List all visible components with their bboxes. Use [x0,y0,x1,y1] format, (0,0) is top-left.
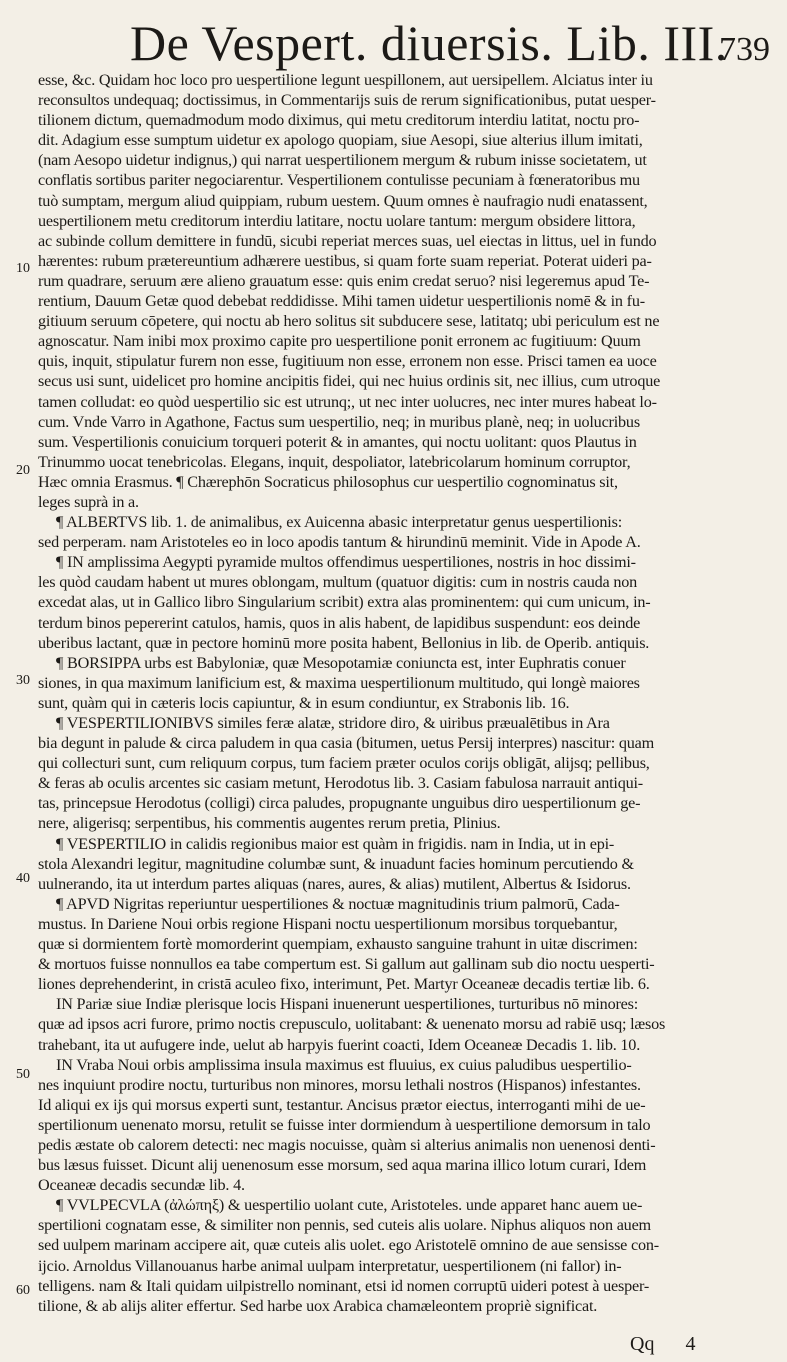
text-line: leges suprà in a. [38,492,139,511]
text-line: mustus. In Dariene Noui orbis regione Hispani noctu uespertilionum morsibus torquebantur, [38,914,618,933]
text-line: stola Alexandri legitur, magnitudine columbæ sunt, & inuadunt facies hominum percutiendo & [38,854,634,873]
text-line: rum quadrare, seruum ære alieno grauatum esse: quis enim credat seruo? nisi legeremus apud Te- [38,271,650,290]
text-line: tilionem dictum, quemadmodum modo diximus, qui metu creditorum interdiu latitat, noctu pro- [38,111,640,130]
paragraph-start-in-vraba: IN Vraba Noui orbis amplissima insula maximus est fluuius, ex cuius paludibus uespertilio- [56,1055,632,1074]
text-line: (nam Aesopo uidetur indignus,) qui narrat uespertilionem mergum & rubum inisse societatem, ut [38,151,647,170]
text-line: sunt, quàm qui in cæteris locis capiuntur, & in esum condiuntur, ex Strabonis lib. 16. [38,693,570,712]
text-line: secus usi sunt, uidelicet pro homine ancipitis fidei, qui nec huius ordinis sit, nec illius, cum utroque [38,372,661,391]
text-line: Hæc omnia Erasmus. ¶ Chærephōn Socraticus philosophus cur uespertilio cognominatus sit, [38,472,618,491]
text-line: quæ ad ipsos acri furore, primo noctis crepusculo, uolitabant: & uenenato morsu ad rabiē usq; læsos [38,1015,666,1034]
margin-line-number: 10 [16,261,30,276]
text-line: tamen colludat: eo quòd uespertilio sic est utrunq;, ut nec inter uolucres, nec inter mures habeat lo- [38,392,657,411]
text-line: trahebant, ita ut aufugere inde, uelut ab harpyis fuerint coacti, Idem Oceaneæ Decadis 1. lib. 10. [38,1035,641,1054]
margin-line-number: 60 [16,1283,30,1298]
text-line: esse, &c. Quidam hoc loco pro uespertilione legunt uespillonem, aut uersipellem. Alciatus inter iu [38,71,653,89]
running-title: De Vespert. diuersis. Lib. III. [130,15,728,71]
text-line: gitiuum seruum cōpetere, qui noctu ab hero solitus sit subducere sese, latitatq; ubi periculum est ne [38,312,660,331]
paragraph-start-apud-nigritas: ¶ APVD Nigritas reperiuntur uespertiliones & noctuæ magnitudinis trium palmorū, Cada- [56,894,620,913]
text-line: uespertilionem metu creditorum interdiu latitare, noctu uolare tantum: mergum obsidere littora, [38,211,636,230]
text-line: spertilionum uenenato morsu, retulit se fuisse inter dormiendum à uespertilione demorsum in talo [38,1115,651,1134]
paragraph-start-in-pariae: IN Pariæ siue Indiæ plerisque locis Hispani inuenerunt uespertiliones, turturibus nō minores: [56,995,639,1014]
text-line: quis, inquit, stipulatur furem non esse, fugitiuum non esse, erronem non esse. Prisci tamen ea uoce [38,352,657,371]
text-line: bia degunt in palude & circa paludem in qua casia (bitumen, uetus Persij interpres) nascitur: quam [38,734,655,753]
page-footer [630,1330,780,1358]
margin-line-number: 50 [16,1067,30,1082]
paragraph-start-vulpecula: ¶ VVLPECVLA (ἀλώπηξ) & uespertilio uolant cute, Aristoteles. unde apparet hanc auem ue- [56,1196,643,1215]
text-line: spertilioni cognatam esse, & similiter non pennis, sed cuteis alis uolare. Niphus aliquos non auem [38,1216,651,1235]
text-line: ac subinde collum demittere in fundū, sicubi reperiat merces suas, uel eiectas in littus, uel in fundo [38,231,657,250]
text-line: Id aliqui ex ijs qui morsus experti sunt, testantur. Ancisus prætor eiectus, interroganti mihi de ue- [38,1095,646,1114]
page-header [130,12,770,74]
text-line: agnoscatur. Nam inibi mox proximo capite pro uespertilione ponit erronem ac fugitiuum: Quum [38,332,641,351]
text-line: rentium, Dauum Getæ quod debebat reddidisse. Mihi tamen uidetur uespertilionis nomē & in fu- [38,292,645,311]
paragraph-start-borsippa: ¶ BORSIPPA urbs est Babyloniæ, quæ Mesopotamiæ coniuncta est, inter Euphratis conuer [56,653,626,672]
text-line: & feras ab oculis arcentes sic casiam metunt, Herodotus lib. 3. Casiam fabulosa narrauit antiqui- [38,774,643,793]
text-line: sum. Vespertilionis conuicium torqueri poterit & in amantes, qui noctu uolitant: quos Plautus in [38,432,637,451]
text-line: sed uulpem marinam accipere ait, quæ cuteis alis uolet. ego Aristotelē omnino de aue sensisse con- [38,1236,659,1255]
text-line: excedat alas, ut in Gallico libro Singularium scribit) extra alas prominentem: qui cum unicum, in- [38,593,651,612]
text-line: tilione, & ab alijs aliter effertur. Sed harbe uox Arabica chamæleontem propriè significat. [38,1296,598,1315]
text-line: cum. Vnde Varro in Agathone, Factus sum uespertilio, neq; in muribus planè, neq; in uolucribus [38,412,640,431]
text-line: telligens. nam & Itali quidam uilpistrello nominant, etsi id nomen corruptū uideri potest à uesper- [38,1276,650,1295]
text-line: tuò sumptam, mergum aliud quippiam, rubum uestem. Quum omnes è naufragio nudi enatassent, [38,191,648,210]
text-line: sed perperam. nam Aristoteles eo in loco apodis tantum & hirundinū meminit. Vide in Apode A. [38,533,641,552]
text-line: bus læsus fuisset. Dicunt alij uenenosum esse morsum, sed aqua marina illico lotum curari, Idem [38,1156,647,1175]
paragraph-start-vespertilio: ¶ VESPERTILIO in calidis regionibus maior est quàm in frigidis. nam in India, ut in epi- [56,834,615,853]
text-line: nere, aligerisq; serpentibus, his commentis augentes rerum pretia, Plinius. [38,814,501,833]
text-line: siones, in qua maximum lanificium est, & maxima uespertilionum multitudo, qui longè maiores [38,673,640,692]
paragraph-start-vespertilionibus: ¶ VESPERTILIONIBVS similes feræ alatæ, stridore diro, & uiribus præualētibus in Ara [56,714,610,732]
margin-line-number: 40 [16,871,30,886]
text-line: les quòd caudam habent ut mures oblongam, multum (quatuor digitis: cum in nostris cauda non [38,573,638,592]
text-line: terdum binos pepererint catulos, hamis, quos in alis habent, de lapidibus suspendunt: eos deinde [38,613,641,632]
text-line: quæ si dormientem fortè momorderint quempiam, exhausto sanguine trahunt in uitæ discrimen: [38,935,638,954]
paragraph-start-pyramid: ¶ IN amplissima Aegypti pyramide multos offendimus uespertiliones, nostris in hoc dissimi- [56,553,636,572]
text-line: liones deprehenderint, in cristā aculeo fixo, interimunt, Pet. Martyr Oceaneæ decadis tertiæ lib. 6. [38,975,650,994]
margin-line-number: 30 [16,673,30,688]
page-number: 739 [719,31,770,68]
text-line: uulnerando, ita ut interdum partes aliquas (nares, aures, & alias) mutilent, Albertus & Isidorus. [38,874,631,893]
text-line: reconsultos undequaq; doctissimus, in Commentarijs suis de rerum significationibus, putat uesper- [38,91,656,110]
text-line: Trinummo uocat tenebricolas. Elegans, inquit, despoliator, latebricolarum hominum corruptor, [38,452,631,471]
text-line: uberibus lactant, quæ in pectore hominū more posita habent, Bellonius in lib. de Operib. antiquis. [38,633,650,652]
text-line: tas, princepsue Herodotus (colligi) circa paludes, propugnante unguibus diro uespertilionum ge- [38,794,641,813]
text-line: dit. Adagium esse sumptum uidetur ex apologo quopiam, siue Aesopi, siue alterius illum imitati, [38,131,643,150]
text-line: pedis æstate ob calorem detecti: nec magis nocuisse, quàm si alterius animalis non uenenosi denti- [38,1135,656,1154]
signature-mark: Qq [630,1333,655,1355]
text-line: ijcio. Arnoldus Villanouanus harbe animal uulpam interpretatur, uespertilionem (ni fallor) in- [38,1256,622,1275]
text-line: hærentes: rubum prætereuntium adhærere uestibus, si quam forte suam reperiat. Poterat uideri pa- [38,251,652,270]
paragraph-start-albertus: ¶ ALBERTVS lib. 1. de animalibus, ex Auicenna abasic interpretatur genus uespertilionis: [56,513,622,532]
text-line: conflatis sortibus pariter negociarentur. Vespertilionem contulisse pecuniam à fœneratoribus mu [38,171,640,190]
text-line: qui collecturi sunt, cum reliquum corpus, tum faciem præter oculos corijs obligāt, alijsq; pellibus, [38,754,650,773]
text-line: & mortuos fuisse nonnullos ea tabe compertum est. Si gallum aut gallinam sub dio noctu uesperti- [38,955,655,974]
margin-line-number: 20 [16,463,30,478]
text-body [38,70,780,1322]
signature-leaf-number: 4 [685,1333,696,1355]
text-line: nes inquiunt prodire noctu, turturibus non minores, morsu lethali nostros (Hispanos) infestantes. [38,1075,641,1094]
text-line: Oceaneæ decadis secundæ lib. 4. [38,1176,245,1195]
